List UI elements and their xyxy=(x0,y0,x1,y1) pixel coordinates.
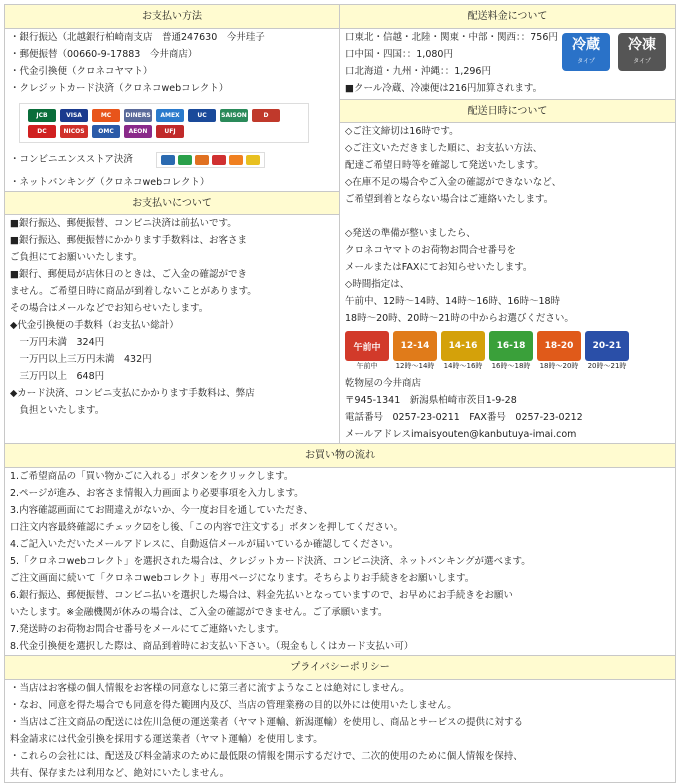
time-badge-14-16 xyxy=(441,331,485,371)
netbank-line: ・ネットバンキング（クロネコwebコレクト） xyxy=(10,177,210,188)
postal-transfer-line: ・郵便振替（00660-9-17883 今井商店） xyxy=(10,49,198,60)
flow-step: 5.「クロネコwebコレクト」を選択された場合は、クレジットカード決済、コンビニ決済、ネットバンキングが選べます。 xyxy=(10,556,531,567)
visa-logo-icon: VISA xyxy=(60,109,88,122)
reito-label: 冷凍 xyxy=(628,37,656,53)
reizo-badge-icon xyxy=(562,33,610,71)
reito-badge-icon xyxy=(618,33,666,71)
flow-section xyxy=(5,443,675,655)
flow-step: 2.ページが進み、お客さま情報入力画面より必要事項を入力します。 xyxy=(10,488,304,499)
aeon-logo-icon: AEON xyxy=(124,125,152,138)
note-line-8: 一万円以上三万円未満 432円 xyxy=(10,354,152,365)
cod-line: ・代金引換便（クロネコヤマト） xyxy=(10,66,153,77)
time-badge-caption: 18時～20時 xyxy=(539,362,579,370)
note-line-1: ■銀行振込、郵便振替にかかります手数料は、お客さま xyxy=(10,235,247,246)
note-line-2: ご負担にてお願いいたします。 xyxy=(10,252,143,263)
mastercard-logo-icon: MC xyxy=(92,109,120,122)
delivery-line-2: 配達ご希望日時等を確認して発送いたします。 xyxy=(345,160,544,171)
delivery-line-4: ご希望到着とならない場合はご連絡いたします。 xyxy=(345,194,554,205)
time-badge-caption: 12時～14時 xyxy=(395,362,435,370)
reizo-label: 冷蔵 xyxy=(572,37,600,53)
delivery-line-1: ◇ご注文いただきました順に、お支払い方法、 xyxy=(345,143,543,154)
time-badge-caption: 16時～18時 xyxy=(491,362,531,370)
convenience-logos xyxy=(156,152,265,168)
flow-step: 6.銀行振込、郵便振替、コンビニ払いを選択した場合は、料金先払いとなっていますので、お早めにお手続きをお願い xyxy=(10,590,513,601)
d-card-logo-icon: D xyxy=(252,109,280,122)
note-line-4: ません。ご希望日時に商品が到着しないことがあります。 xyxy=(10,286,257,297)
privacy-line: ・これらの会社には、配送及び料金請求のために最低限の情報を開示するだけで、二次的使用のために個人情報を保持、 xyxy=(10,751,523,762)
delivery-line-9: ◇時間指定は、 xyxy=(345,279,410,290)
flow-step: ご注文画面に続いて「クロネコwebコレクト」専用ページになります。そちらよりお手続きをお願いします。 xyxy=(10,573,475,584)
time-slot-badges xyxy=(345,331,675,371)
delivery-line-11: 18時～20時、20時～21時の中からお選びください。 xyxy=(345,313,574,324)
convenience-line xyxy=(5,149,339,171)
omc-logo-icon: OMC xyxy=(92,125,120,138)
dc-logo-icon: DC xyxy=(28,125,56,138)
flow-step: 8.代金引換便を選択した際は、商品到着時にお支払い下さい。（現金もしくはカード支払い可） xyxy=(10,641,414,652)
credit-card-logos xyxy=(19,103,309,143)
reizo-type-label: タイプ xyxy=(577,58,595,65)
seicomart-logo-icon xyxy=(195,155,209,165)
delivery-line-10: 午前中、12時～14時、14時～16時、16時～18時 xyxy=(345,296,561,307)
note-line-3: ■銀行、郵便局が店休日のときは、ご入金の確認ができ xyxy=(10,269,247,280)
ministop-logo-icon xyxy=(246,155,260,165)
delivery-line-7: クロネコヤマトのお荷物お問合せ番号を xyxy=(345,245,517,256)
ufj-logo-icon: UFJ xyxy=(156,125,184,138)
delivery-line-3: ◇在庫不足の場合やご入金の確認ができないなど、 xyxy=(345,177,562,188)
seven-eleven-logo-icon xyxy=(229,155,243,165)
privacy-line: ・なお、同意を得た場合でも同意を得た範囲内及び、当店の管理業務の目的以外には使用いたしません。 xyxy=(10,700,457,711)
saison-logo-icon: SAISON xyxy=(220,109,248,122)
time-badge-20-21-icon: 20-21 xyxy=(585,331,629,361)
time-badge-caption: 午前中 xyxy=(356,362,378,370)
convenience-label: ・コンビニエンスストア決済 xyxy=(10,154,133,165)
daily-logo-icon xyxy=(212,155,226,165)
privacy-section xyxy=(5,655,675,782)
fee-line-3: ■クール冷蔵、冷凍便は216円加算されます。 xyxy=(345,83,543,94)
info-grid xyxy=(4,4,676,783)
top-section xyxy=(5,5,675,443)
delivery-line-6: ◇発送の準備が整いましたら、 xyxy=(345,228,476,239)
time-badge-20-21 xyxy=(585,331,629,371)
delivery-line-0: ◇ご注文締切は16時です。 xyxy=(345,126,459,137)
credit-card-line: ・クレジットカード決済（クロネコwebコレクト） xyxy=(10,83,229,94)
flow-step: 7.発送時のお荷物お問合せ番号をメールにてご連絡いたします。 xyxy=(10,624,285,635)
note-line-0: ■銀行振込、郵便振替、コンビニ決済は前払いです。 xyxy=(10,218,237,229)
jcb-logo-icon: JCB xyxy=(28,109,56,122)
shipping-fee-header: 配送料金について xyxy=(340,5,675,29)
bank-transfer-line: ・銀行振込（北越銀行柏崎南支店 普通247630 今井珪子 xyxy=(10,32,265,43)
uc-logo-icon: UC xyxy=(188,109,216,122)
flow-step: 3.内容確認画面にてお間違えがないか、今一度お目を通していただき、 xyxy=(10,505,314,516)
nicos-logo-icon: NICOS xyxy=(60,125,88,138)
delivery-time-header: 配送日時について xyxy=(340,99,675,123)
privacy-line: 共有、保存または利用など、絶対にいたしません。 xyxy=(10,768,230,779)
fee-line-1: 口中国・四国：：1,080円 xyxy=(345,49,453,60)
time-badge-18-20-icon: 18-20 xyxy=(537,331,581,361)
payment-methods-header: お支払い方法 xyxy=(5,5,339,29)
privacy-line: 料金請求には代金引換を採用する運送業者（ヤマト運輸）を使用します。 xyxy=(10,734,323,745)
shop-email: メールアドレスimaisyouten@kanbutuya-imai.com xyxy=(345,429,577,440)
note-line-5: その場合はメールなどでお知らせいたします。 xyxy=(10,303,209,314)
time-badge-14-16-icon: 14-16 xyxy=(441,331,485,361)
delivery-line-5 xyxy=(340,208,675,225)
time-badge-18-20 xyxy=(537,331,581,371)
time-badge-12-14 xyxy=(393,331,437,371)
privacy-line: ・当店はお客様の個人情報をお客様の同意なしに第三者に流すようなことは絶対にしません。 xyxy=(10,683,410,694)
time-badge-caption: 14時～16時 xyxy=(443,362,483,370)
time-badge-16-18 xyxy=(489,331,533,371)
familymart-logo-icon xyxy=(178,155,192,165)
reito-type-label: タイプ xyxy=(633,58,651,65)
flow-header: お買い物の流れ xyxy=(5,444,675,468)
time-badge-morning xyxy=(345,331,389,371)
flow-step: いたします。※金融機関が休みの場合は、ご入金の確認ができません。ご了承願います。 xyxy=(10,607,388,618)
fee-line-0: 口東北・信越・北陸・関東・中部・関西：：756円 xyxy=(345,32,558,43)
shop-name: 乾物屋の今井商店 xyxy=(345,378,422,389)
right-column xyxy=(340,5,675,443)
payment-notes-header: お支払いについて xyxy=(5,191,339,215)
time-badge-12-14-icon: 12-14 xyxy=(393,331,437,361)
privacy-line: ・当店はご注文商品の配送には佐川急便の運送業者（ヤマト運輸、新潟運輸）を使用し、商品とサービスの提供に対する xyxy=(10,717,524,728)
time-badge-morning-icon: 午前中 xyxy=(345,331,389,361)
fee-line-2: 口北海道・九州・沖縄：：1,296円 xyxy=(345,66,491,77)
time-badge-16-18-icon: 16-18 xyxy=(489,331,533,361)
note-line-9: 三万円以上 648円 xyxy=(10,371,105,382)
flow-step: 1.ご希望商品の「買い物かごに入れる」ボタンをクリックします。 xyxy=(10,471,294,482)
privacy-header: プライバシーポリシー xyxy=(5,656,675,680)
lawson-logo-icon xyxy=(161,155,175,165)
left-column xyxy=(5,5,340,443)
delivery-line-8: メールまたはFAXにてお知らせいたします。 xyxy=(345,262,533,273)
time-badge-caption: 20時～21時 xyxy=(587,362,627,370)
shop-address: 〒945-1341 新潟県柏崎市茨目1-9-28 xyxy=(345,395,517,406)
note-line-6: ◆代金引換便の手数料（お支払い総計） xyxy=(10,320,179,331)
amex-logo-icon: AMEX xyxy=(156,109,184,122)
flow-step: 4.ご記入いただいたメールアドレスに、自動返信メールが届いているか確認してください。 xyxy=(10,539,399,550)
note-line-7: 一万円未満 324円 xyxy=(10,337,105,348)
note-line-11: 負担といたします。 xyxy=(10,405,105,416)
diners-logo-icon: DINERS xyxy=(124,109,152,122)
shop-phone: 電話番号 0257-23-0211 FAX番号 0257-23-0212 xyxy=(345,412,583,423)
note-line-10: ◆カード決済、コンビニ支払にかかります手数料は、弊店 xyxy=(10,388,255,399)
flow-step: 口注文内容最終確認にチェック☑をし後、「この内容で注文する」ボタンを押してください。 xyxy=(10,522,403,533)
